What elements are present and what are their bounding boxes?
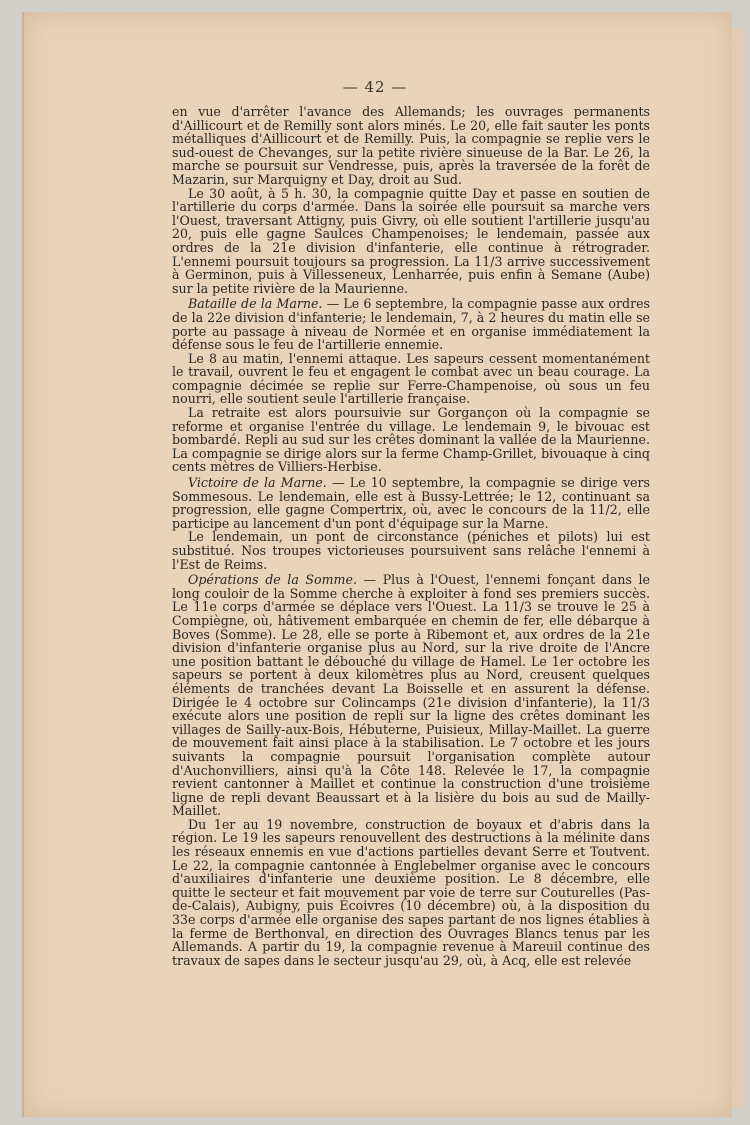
paragraph — [172, 406, 650, 474]
paragraph — [172, 352, 650, 406]
paragraph — [172, 187, 650, 296]
paragraph — [172, 105, 650, 187]
paragraph-text: — Plus à l'Ouest, l'ennemi fonçant dans le long couloir de la Somme cherche à exploiter à fond ses premiers succès. Le 11e corps d'armée se déplace vers l'Ouest. La 11/3 se trouve le 25 à Compiègne, où, hâtivement embarquée en chemin de fer, elle débarque à Boves (Somme). Le 28, elle se porte à Ribemont et, aux ordres de la 21e division d'infanterie organise plus au Nord, sur la rive droite de l'Ancre une position battant le débouché du village de Hamel. Le 1er octobre les sapeurs se portent à deux kilomètres plus au Nord, creusent quelques éléments de tranchées devant La Boisselle et en assurent la défense. Dirigée le 4 octobre sur Colincamps (21e division d'infanterie), la 11/3 exécute alors une position de repli sur la ligne des crêtes dominant les villages de Sailly-aux-Bois, Hébuterne, Puisieux, Millay-Maillet. La guerre de mouvement fait ainsi place à la stabilisation. Le 7 octobre et les jours suivants la compagnie poursuit l'organisation complète autour d'Auchonvilliers, ainsi qu'à la Côte 148. Relevée le 17, la compagnie revient cantonner à Maillet et continue la construction d'une troisième ligne de repli devant Beaussart et à la lisière du bois au sud de Mailly-Maillet. — [172, 572, 650, 819]
paragraph-text: Le 8 au matin, l'ennemi attaque. Les sapeurs cessent momentanément le travail, ouvrent le feu et engagent le combat avec un beau courage. La compagnie décimée se replie sur Ferre-Champenoise, où sous un feu nourri, elle soutient seule l'artillerie française. — [172, 350, 650, 407]
paragraph-text: Le lendemain, un pont de circonstance (péniches et pilots) lui est substitué. Nos troupes victorieuses poursuivent sans relâche l'ennemi à l'Est de Reims. — [172, 529, 650, 572]
paragraph — [172, 573, 650, 818]
paragraph — [172, 818, 650, 968]
paragraph-text: Le 30 août, à 5 h. 30, la compagnie quitte Day et passe en soutien de l'artillerie du corps d'armée. Dans la soirée elle poursuit sa marche vers l'Ouest, traversant Attigny, puis Givry, où elle soutient l'artillerie jusqu'au 20, puis elle gagne Saulces Champenoises; le lendemain, passée aux ordres de la 21e division d'infanterie, elle continue à rétrograder. L'ennemi poursuit toujours sa progression. La 11/3 arrive successivement à Germinon, puis à Villesseneux, Lenharrée, puis enfin à Semane (Aube) sur la petite rivière de la Maurienne. — [172, 185, 650, 296]
section-title: Bataille de la Marne. — [188, 296, 323, 312]
paragraph — [172, 476, 650, 530]
paragraph-text: en vue d'arrêter l'avance des Allemands; les ouvrages permanents d'Aillicourt et de Remilly sont alors minés. Le 20, elle fait sauter les ponts métalliques d'Aillicourt et de Remilly. Puis, la compagnie se replie vers le sud-ouest de Chevanges, sur la petite rivière sinueuse de la Bar. Le 26, la marche se poursuit sur Vendresse, puis, après la traversée de la forêt de Mazarin, sur Marquigny et Day, droit au Sud. — [172, 104, 650, 187]
page-number: — 42 — — [342, 78, 408, 96]
paragraph-text: La retraite est alors poursuivie sur Gorgançon où la compagnie se reforme et organise l'entrée du village. Le lendemain 9, le bivouac est bombardé. Repli au sud sur les crêtes dominant la vallée de la Maurienne. La compagnie se dirige alors sur la ferme Champ-Grillet, bivouaque à cinq cents mètres de Villiers-Herbise. — [172, 405, 650, 475]
body-text — [172, 105, 650, 967]
paragraph — [172, 530, 650, 571]
paragraph-text: Du 1er au 19 novembre, construction de boyaux et d'abris dans la région. Le 19 les sapeurs renouvellent des destructions à la mélinite dans les réseaux ennemis en vue d'actions partielles devant Serre et Toutvent. Le 22, la compagnie cantonnée à Englebelmer organise avec le concours d'auxiliaires d'infanterie une deuxième position. Le 8 décembre, elle quitte le secteur et fait mouvement par voie de terre sur Couturelles (Pas-de-Calais), Aubigny, puis Écoivres (10 décembre) où, à la disposition du 33e corps d'armée elle organise des sapes partant de nos lignes établies à la ferme de Berthonval, en direction des Ouvrages Blancs tenus par les Allemands. A partir du 19, la compagnie revenue à Mareuil continue des travaux de sapes dans le secteur jusqu'au 29, où, à Acq, elle est relevée — [172, 816, 650, 968]
section-title: Victoire de la Marne. — [188, 475, 327, 491]
paragraph — [172, 297, 650, 351]
section-title: Opérations de la Somme. — [188, 572, 357, 588]
paragraph-text: — Le 6 septembre, la compagnie passe aux ordres de la 22e division d'infanterie; le lendemain, 7, à 2 heures du matin elle se porte au passage à niveau de Normée et en organise immédiatement la défense sous le feu de l'artillerie ennemie. — [172, 296, 651, 353]
paragraph-text: — Le 10 septembre, la compagnie se dirige vers Sommesous. Le lendemain, elle est à Bussy-Lettrée; le 12, continuant sa progression, elle gagne Compertrix, où, avec le concours de la 11/2, elle participe au lancement d'un pont d'équipage sur la Marne. — [172, 475, 650, 531]
